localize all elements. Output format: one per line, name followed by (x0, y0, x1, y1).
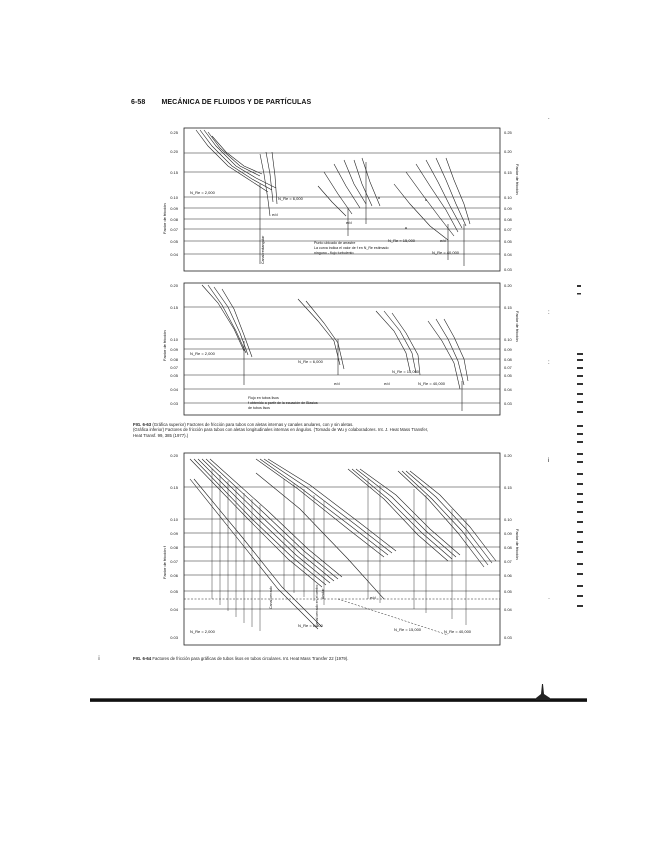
y-tick: 0.05 (170, 239, 178, 244)
y-tick: 0.07 (170, 365, 178, 370)
caption-label: FIG. 6-63 (133, 422, 152, 427)
y-tick: 0.03 (170, 401, 178, 406)
y-tick-right: 0.15 (504, 305, 512, 310)
re-label: N_Re = 40,000 (418, 381, 446, 386)
y-tick: 0.07 (170, 227, 178, 232)
y-tick: 0.20 (170, 283, 178, 288)
y-tick-right: 0.05 (504, 589, 512, 594)
slot-label: Canal rectangular (261, 235, 265, 264)
fig-63-top-panel (148, 124, 528, 276)
annotation-note (248, 396, 318, 410)
svg-text:Punto ubicado de arrastre: Punto ubicado de arrastre (314, 241, 356, 245)
chapter-title: MECÁNICA DE FLUIDOS Y DE PARTÍCULAS (161, 99, 312, 106)
y-axis-title: Factor de fricción (162, 330, 167, 361)
y-tick: 0.07 (170, 559, 178, 564)
y-tick: 0.04 (170, 387, 178, 392)
caption-line: (Gráfica inferior) Factores de fricción para tubos con aletas longitudinales internas en ángulos. (Tomado de Wu y colaboradores. Int. J. Heat Mass Transfer, (133, 427, 429, 433)
y-tick-right: 0.04 (504, 607, 512, 612)
y-axis-left-labels (170, 453, 179, 640)
y-axis-title: Factor de fricción (162, 203, 167, 234)
y-tick: 0.10 (170, 195, 178, 200)
y-tick: 0.04 (170, 252, 178, 257)
y-tick-right: 0.09 (504, 206, 512, 211)
ed-label: e/d (384, 381, 390, 386)
caption-line: (Gráfica superior) Factores de fricción para tubos con aletas internas y canales anulares, con y sin aletas. (152, 422, 354, 427)
re-label: N_Re = 15,000 (388, 238, 416, 243)
page-number: 6-58 (131, 99, 146, 106)
y-axis-title-right: Factor de fricción (515, 529, 520, 560)
bleed-through-text (575, 285, 587, 625)
band-1-verticals (212, 469, 260, 631)
y-tick-right: 0.03 (504, 401, 512, 406)
y-tick: 0.20 (170, 453, 178, 458)
band-1 (190, 459, 342, 629)
ed-label: e/d (272, 212, 278, 217)
ed-label: e/d (334, 381, 340, 386)
y-tick-right: 0.20 (504, 453, 512, 458)
y-tick: 0.10 (170, 337, 178, 342)
y-tick-right: 0.09 (504, 347, 512, 352)
margin-mark: : (548, 360, 550, 366)
page-header (131, 99, 311, 106)
y-tick: 0.15 (170, 305, 178, 310)
plot-frame (184, 453, 500, 645)
y-tick: 0.03 (170, 635, 178, 640)
band-3-4-verticals (368, 479, 466, 625)
caption-label: FIG. 6-64 (133, 656, 152, 661)
y-tick: 0.08 (170, 217, 178, 222)
y-tick: 0.06 (170, 573, 178, 578)
y-axis-right-labels (504, 130, 513, 272)
re-label: N_Re = 6,000 (278, 196, 303, 201)
ed-label: e/d (346, 220, 352, 225)
svg-text:de tubos lisos: de tubos lisos (248, 406, 270, 410)
y-axis-title: Factor de fricción f (162, 546, 167, 579)
margin-mark: : (548, 310, 550, 316)
y-tick-right: 0.06 (504, 573, 512, 578)
y-tick-right: 0.09 (504, 531, 512, 536)
y-tick-right: 0.20 (504, 283, 512, 288)
caption-text: Factores de fricción para gráficas de tubos lisos en tubos circulares. Int. Heat Mass Transfer 22 (1979). (152, 656, 349, 661)
y-tick-right: 0.05 (504, 239, 512, 244)
ed-label: e/d (440, 238, 446, 243)
y-tick-right: 0.20 (504, 149, 512, 154)
y-axis-title-right: Factor de fricción (515, 311, 520, 342)
dense-curves-3 (318, 158, 380, 216)
y-tick: 0.08 (170, 545, 178, 550)
scan-bottom-bar (90, 696, 587, 703)
scan-artifact (536, 684, 550, 700)
y-tick-right: 0.15 (504, 170, 512, 175)
y-tick-right: 0.25 (504, 130, 512, 135)
y-tick-right: 0.10 (504, 517, 512, 522)
y-tick: 0.09 (170, 206, 178, 211)
y-tick-right: 0.08 (504, 217, 512, 222)
y-tick-right: 0.04 (504, 252, 512, 257)
y-tick-right: 0.07 (504, 365, 512, 370)
re-label: N_Re = 40,000 (444, 629, 472, 634)
fig-63-caption (133, 422, 428, 438)
mid-label: Canal cerrado (269, 586, 273, 609)
y-axis-left-labels (170, 283, 179, 406)
y-tick-right: 0.04 (504, 387, 512, 392)
grid-lines (184, 487, 500, 609)
y-tick: 0.09 (170, 347, 178, 352)
re-label: N_Re = 2,000 (190, 629, 215, 634)
y-tick-right: 0.08 (504, 357, 512, 362)
y-axis-title-right: Factor de fricción (515, 164, 520, 195)
svg-text:ninguno - flujo turbulento: ninguno - flujo turbulento (314, 251, 354, 255)
y-tick: 0.15 (170, 170, 178, 175)
re-label: N_Re = 2,000 (190, 351, 215, 356)
re-label: N_Re = 6,000 (298, 359, 323, 364)
mid-label: Canal cerrado en el centro (315, 584, 319, 627)
y-tick: 0.08 (170, 357, 178, 362)
y-tick: 0.25 (170, 130, 178, 135)
y-tick-right: 0.08 (504, 545, 512, 550)
y-tick: 0.20 (170, 149, 178, 154)
re-label: N_Re = 15,000 (394, 627, 422, 632)
y-tick-right: 0.03 (504, 267, 512, 272)
y-tick: 0.10 (170, 517, 178, 522)
mid-label: Anular (321, 588, 325, 599)
curves (202, 285, 468, 389)
re-label: N_Re = 15,000 (392, 369, 420, 374)
svg-text:La curva indica el valor de f: La curva indica el valor de f en N_Re estimado (314, 246, 389, 250)
svg-text:Flujo en tubos lisos: Flujo en tubos lisos (248, 396, 279, 400)
y-tick-right: 0.07 (504, 559, 512, 564)
grid-lines (184, 307, 500, 403)
y-axis-right-labels (504, 283, 513, 406)
fig-64-caption (133, 656, 348, 661)
annotation-note (314, 241, 389, 255)
y-tick: 0.05 (170, 589, 178, 594)
re-label: N_Re = 2,000 (190, 190, 215, 195)
y-tick-right: 0.03 (504, 635, 512, 640)
y-tick: 0.15 (170, 485, 178, 490)
y-tick-right: 0.15 (504, 485, 512, 490)
fig-63-bottom-panel (148, 281, 528, 419)
re-label: N_Re = 6,000 (298, 623, 323, 628)
margin-mark: . (548, 115, 550, 121)
dense-curves-1 (196, 130, 276, 192)
y-tick: 0.04 (170, 607, 178, 612)
fig-64-chart (148, 449, 528, 649)
mid-label: e/d (370, 595, 376, 600)
margin-mark: · (548, 596, 550, 602)
annotation-dots (378, 197, 427, 229)
y-axis-left-labels (170, 130, 179, 257)
y-tick-right: 0.05 (504, 373, 512, 378)
margin-mark: ¡ (98, 655, 100, 661)
y-tick: 0.05 (170, 373, 178, 378)
y-tick-right: 0.10 (504, 195, 512, 200)
y-axis-right-labels (504, 453, 513, 640)
y-tick: 0.09 (170, 531, 178, 536)
svg-text:f obtenido a partir de la ecua: f obtenido a partir de la ecuación de Blasius (248, 401, 318, 405)
y-tick-right: 0.10 (504, 337, 512, 342)
margin-mark: i (548, 458, 550, 464)
caption-line: Heat Transf. 99, 385 (1977).) (133, 432, 189, 438)
re-label: N_Re = 40,000 (432, 250, 460, 255)
y-tick-right: 0.07 (504, 227, 512, 232)
